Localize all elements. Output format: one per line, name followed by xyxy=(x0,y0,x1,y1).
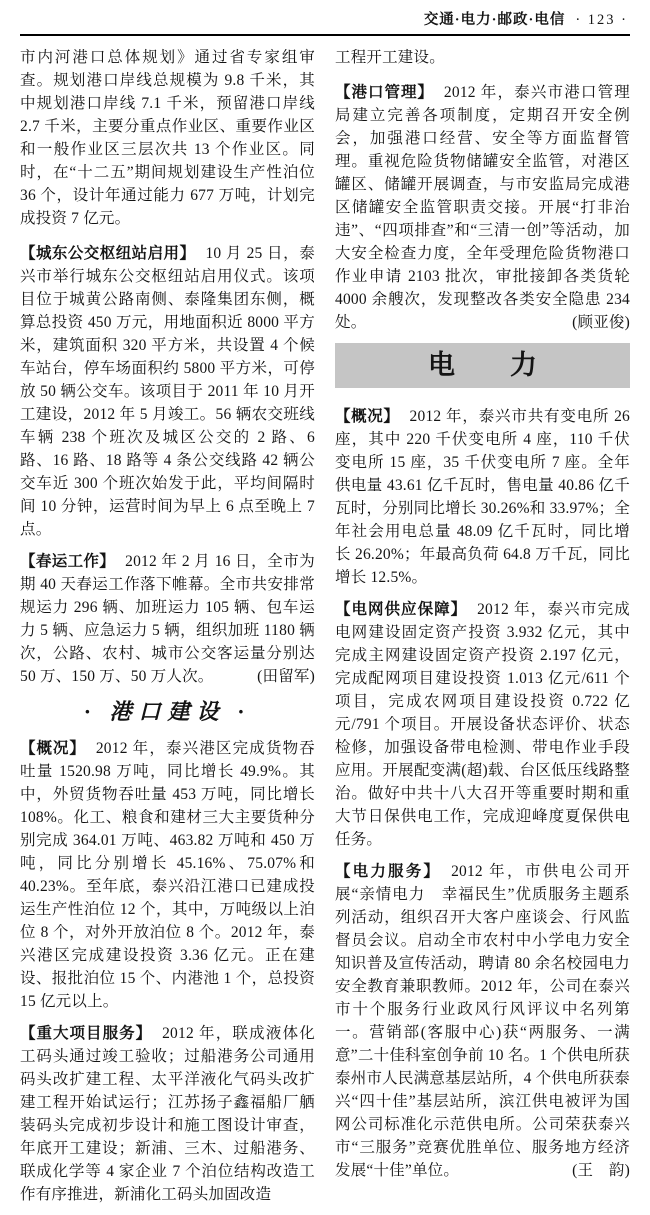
entry-tag: 【概况】 xyxy=(20,740,86,757)
paragraph-major-projects xyxy=(20,1022,315,1206)
author-attribution: (田留军) xyxy=(257,668,315,685)
entry-tag: 【城东公交枢纽站启用】 xyxy=(20,245,196,262)
paragraph-text: 2012 年，泰兴市共有变电所 26 座，其中 220 千伏变电所 4 座，110 千伏变电所 15 座，35 千伏变电所 7 座。全年供电量 43.61 亿千瓦时，售电量 40.86 亿千瓦时，分别同比增长 30.26%和 33.97%；全年社会用电总量 48.09 亿千瓦时，同比增长 26.20%；年最高负荷 64.8 万千瓦，同比增长 12.5%。 xyxy=(335,408,630,586)
paragraph-bus-hub xyxy=(20,242,315,541)
section-heading-port-construction: · 港口建设 · xyxy=(84,699,251,724)
entry-tag: 【电网供应保障】 xyxy=(335,601,468,618)
paragraph-text: 工程开工建设。 xyxy=(335,49,445,66)
running-head xyxy=(20,8,630,29)
entry-tag: 【概况】 xyxy=(335,408,400,425)
paragraph-text: 10 月 25 日，泰兴市举行城东公交枢纽站启用仪式。该项目位于城黄公路南侧、泰隆集团东侧，概算总投资 450 万元，用地面积近 8000 平方米，建筑面积 320 平方米，共设置 4 个候车站台，停车场面积约 5800 平方米，可停放 50 辆公交车。该项目于 2011 年 10 月开工建设，2012 年 5 月竣工。56 辆农交班线车辆 238 个班次及城区公交的 2 路、6 路、16 路、18 路等 4 条公交线路 42 辆公交车近 300 个班次始发于此，平均间隔时间 10 分钟，运营时间为早上 6 点至晚上 7 点。 xyxy=(20,245,315,538)
right-column xyxy=(335,46,630,1215)
entry-tag: 【电力服务】 xyxy=(335,863,442,880)
paragraph-text: 2012 年 2 月 16 日，全市为期 40 天春运工作落下帷幕。全市共安排常规运力 296 辆、加班运力 105 辆、包车运力 5 辆、应急运力 5 辆，组织加班 1180 辆次，公路、农村、城市公交客运量分别达 50 万、150 万、50 万人次。 xyxy=(20,553,315,685)
running-head-section-title: 交通·电力·邮政·电信 xyxy=(423,12,566,28)
paragraph-power-overview xyxy=(335,405,630,589)
entry-tag: 【港口管理】 xyxy=(335,84,434,101)
paragraph-grid-supply xyxy=(335,598,630,851)
paragraph-port-management xyxy=(335,81,630,334)
paragraph-text: 2012 年，泰兴港区完成货物吞吐量 1520.98 万吨，同比增长 49.9%。其中，外贸货物吞吐量 453 万吨，同比增长 108%。化工、粮食和建材三大主要货种分别完成 364.01 万吨、463.82 万吨和 450 万吨，同比分别增长 45.16%、75.07%和 40.23%。至年底，泰兴沿江港口已建成投运生产性泊位 12 个，其中，万吨级以上泊位 8 个，对外开放泊位 8 个。2012 年，泰兴港区完成建设投资 3.36 亿元。正在建设、报批泊位 15 个、内港池 1 个，总投资 15 亿元以上。 xyxy=(20,740,315,1010)
page-number: · 123 · xyxy=(575,12,628,28)
paragraph-spring-transport xyxy=(20,550,315,688)
paragraph-power-service xyxy=(335,860,630,1182)
left-column xyxy=(20,46,315,1215)
author-attribution: (顾亚俊) xyxy=(572,314,630,331)
paragraph-text: 2012 年，泰兴市完成电网建设固定资产投资 3.932 亿元，其中完成主网建设固定资产投资 2.197 亿元，完成配网项目建设投资 1.013 亿元/611 个项目，完成农网项目建设投资 0.722 亿元/791 个项目。开展设备状态评价、状态检修，加强设备带电检测、带电作业手段应用。开展配变满(超)载、台区低压线路整治。做好中共十八大召开等重要时期和重大节日保供电工作，完成迎峰度夏保供电任务。 xyxy=(335,601,630,848)
author-attribution: (王 韵) xyxy=(572,1162,630,1179)
entry-tag: 【重大项目服务】 xyxy=(20,1025,153,1042)
paragraph-text: 2012 年，市供电公司开展“亲情电力 幸福民生”优质服务主题系列活动，组织召开大客户座谈会、行风监督员会议。启动全市农村中小学电力安全知识普及宣传活动，聘请 80 余名校园电力安全教育兼职教师。2012 年，公司在泰兴市十个服务行业政风行风评议中名列第一。营销部(客服中心)获“两服务、一满意”二十佳科室创争前 10 名。1 个供电所获泰州市人民满意基层站所，4 个供电所获泰兴“四十佳”基层站所，滨江供电被评为国网公司标准化示范供电所。公司荣获泰兴市“三服务”竞赛优胜单位、服务地方经济发展“十佳”单位。 xyxy=(335,863,630,1179)
two-column-body xyxy=(20,46,630,1215)
chapter-banner-electric-power: 电 力 xyxy=(335,343,630,388)
paragraph-continuation xyxy=(20,46,315,230)
paragraph-port-overview xyxy=(20,737,315,1013)
paragraph-continuation-end xyxy=(335,46,630,69)
paragraph-text: 2012 年，泰兴市港口管理局建立完善各项制度，定期召开安全例会，加强港口经营、安全等方面监督管理。重视危险货物储罐安全监管，对港区罐区、储罐开展调查，与市安监局完成港区储罐安全监管职责交接。开展“打非治违”、“四项排查”和“三清一创”等活动，加大安全检查力度，全年受理危险货物港口作业申请 2103 批次，审批接卸各类货轮 4000 余艘次，发现整改各类安全隐患 234 处。 xyxy=(335,84,630,331)
header-rule xyxy=(20,34,630,36)
entry-tag: 【春运工作】 xyxy=(20,553,116,570)
paragraph-text: 市内河港口总体规划》通过省专家组审查。规划港口岸线总规模为 9.8 千米，其中规划港口岸线 7.1 千米，预留港口岸线 2.7 千米，主要分重点作业区、重要作业区和一般作业区三层次共 13 个作业区。同时，在“十二五”期间规划建设生产性泊位 36 个，设计年通过能力 677 万吨，计划完成投资 7 亿元。 xyxy=(20,49,315,227)
paragraph-text: 2012 年，联成液体化工码头通过竣工验收；过船港务公司通用码头改扩建工程、太平洋液化气码头改扩建工程开始试运行；江苏扬子鑫福船厂舾装码头完成初步设计和施工图设计审查，年底开工建设；新浦、三木、过船港务、联成化学等 4 家企业 7 个泊位结构改造工作有序推进，新浦化工码头加固改造 xyxy=(20,1025,315,1203)
